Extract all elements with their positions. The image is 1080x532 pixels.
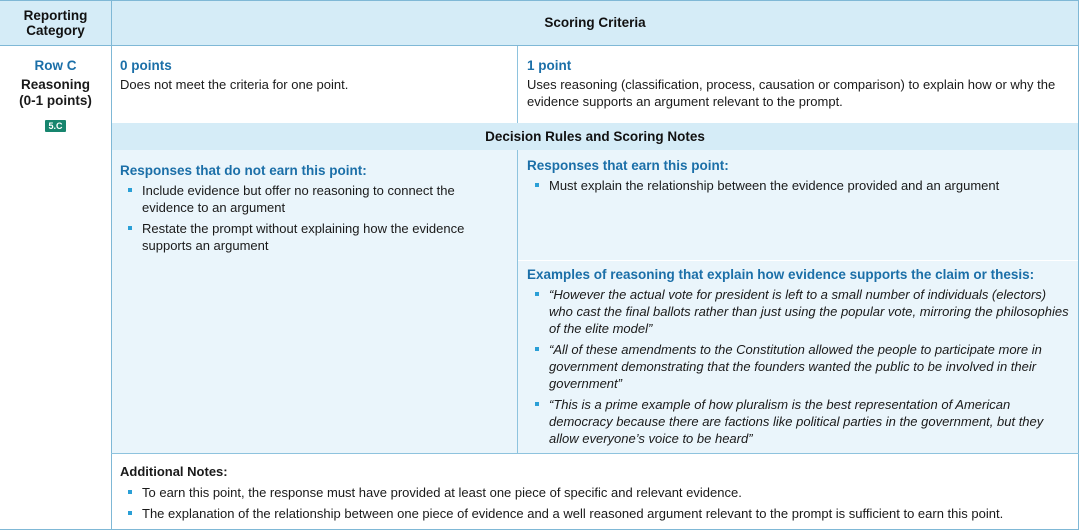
scoring-criteria-label: Scoring Criteria [544, 15, 646, 30]
decision-rules-title: Decision Rules and Scoring Notes [485, 129, 705, 144]
row-id: Row C [34, 58, 77, 73]
list-item: To earn this point, the response must have provided at least one piece of specific and relevant evidence. [120, 484, 1070, 501]
earn-title: Responses that earn this point: [527, 158, 729, 173]
zero-points-text: Does not meet the criteria for one point. [120, 77, 349, 92]
examples-list [527, 286, 1070, 447]
row-name: Reasoning [20, 77, 90, 92]
divider [111, 453, 1079, 454]
divider [0, 0, 1079, 1]
scoring-criteria-header [112, 0, 1078, 46]
list-item: Restate the prompt without explaining how the evidence supports an argument [120, 220, 487, 254]
reporting-category-header [0, 0, 111, 46]
list-item: Include evidence but offer no reasoning to connect the evidence to an argument [120, 182, 487, 216]
divider [517, 150, 518, 454]
row-points-range: (0-1 points) [19, 93, 92, 108]
divider [0, 529, 1079, 530]
divider [1078, 0, 1079, 530]
earn-cell [518, 150, 1078, 260]
earn-list [527, 177, 1070, 194]
category-cell [0, 46, 111, 530]
one-point-cell [518, 46, 1078, 122]
one-point-text: Uses reasoning (classification, process, causation or comparison) to explain how or why the evidence supports an argument relevant to the prompt. [527, 77, 1056, 109]
list-item: “All of these amendments to the Constitution allowed the people to participate more in government demonstrating that the founders wanted the public to be involved in their government” [527, 341, 1069, 392]
list-item: The explanation of the relationship between one piece of evidence and a well reasoned argument relevant to the prompt is sufficient to earn this point. [120, 505, 1070, 522]
list-item: Must explain the relationship between the evidence provided and an argument [527, 177, 1070, 194]
reporting-category-label: Reporting Category [23, 7, 88, 38]
additional-notes-list [120, 484, 1070, 522]
not-earn-cell [112, 150, 517, 453]
divider [111, 0, 112, 530]
examples-title: Examples of reasoning that explain how evidence supports the claim or thesis: [527, 267, 1035, 282]
one-point-label: 1 point [527, 58, 572, 73]
skill-badge: 5.C [45, 120, 65, 132]
not-earn-title: Responses that do not earn this point: [120, 163, 367, 178]
additional-notes-cell [112, 454, 1078, 530]
list-item: “This is a prime example of how pluralism is the best representation of American democracy because there are factions like political parties in the government, but they allow everyone’s voice to be heard” [527, 396, 1069, 447]
zero-points-label: 0 points [120, 58, 172, 73]
zero-points-cell [112, 46, 517, 122]
additional-notes-title: Additional Notes: [120, 464, 228, 479]
decision-rules-header [112, 123, 1078, 150]
examples-cell [518, 261, 1078, 453]
list-item: “However the actual vote for president is left to a small number of individuals (electors) who cast the final ballots rather than just using the popular vote, mirroring the philosophies of the elite model” [527, 286, 1069, 337]
divider [517, 46, 518, 123]
not-earn-list [120, 182, 509, 254]
